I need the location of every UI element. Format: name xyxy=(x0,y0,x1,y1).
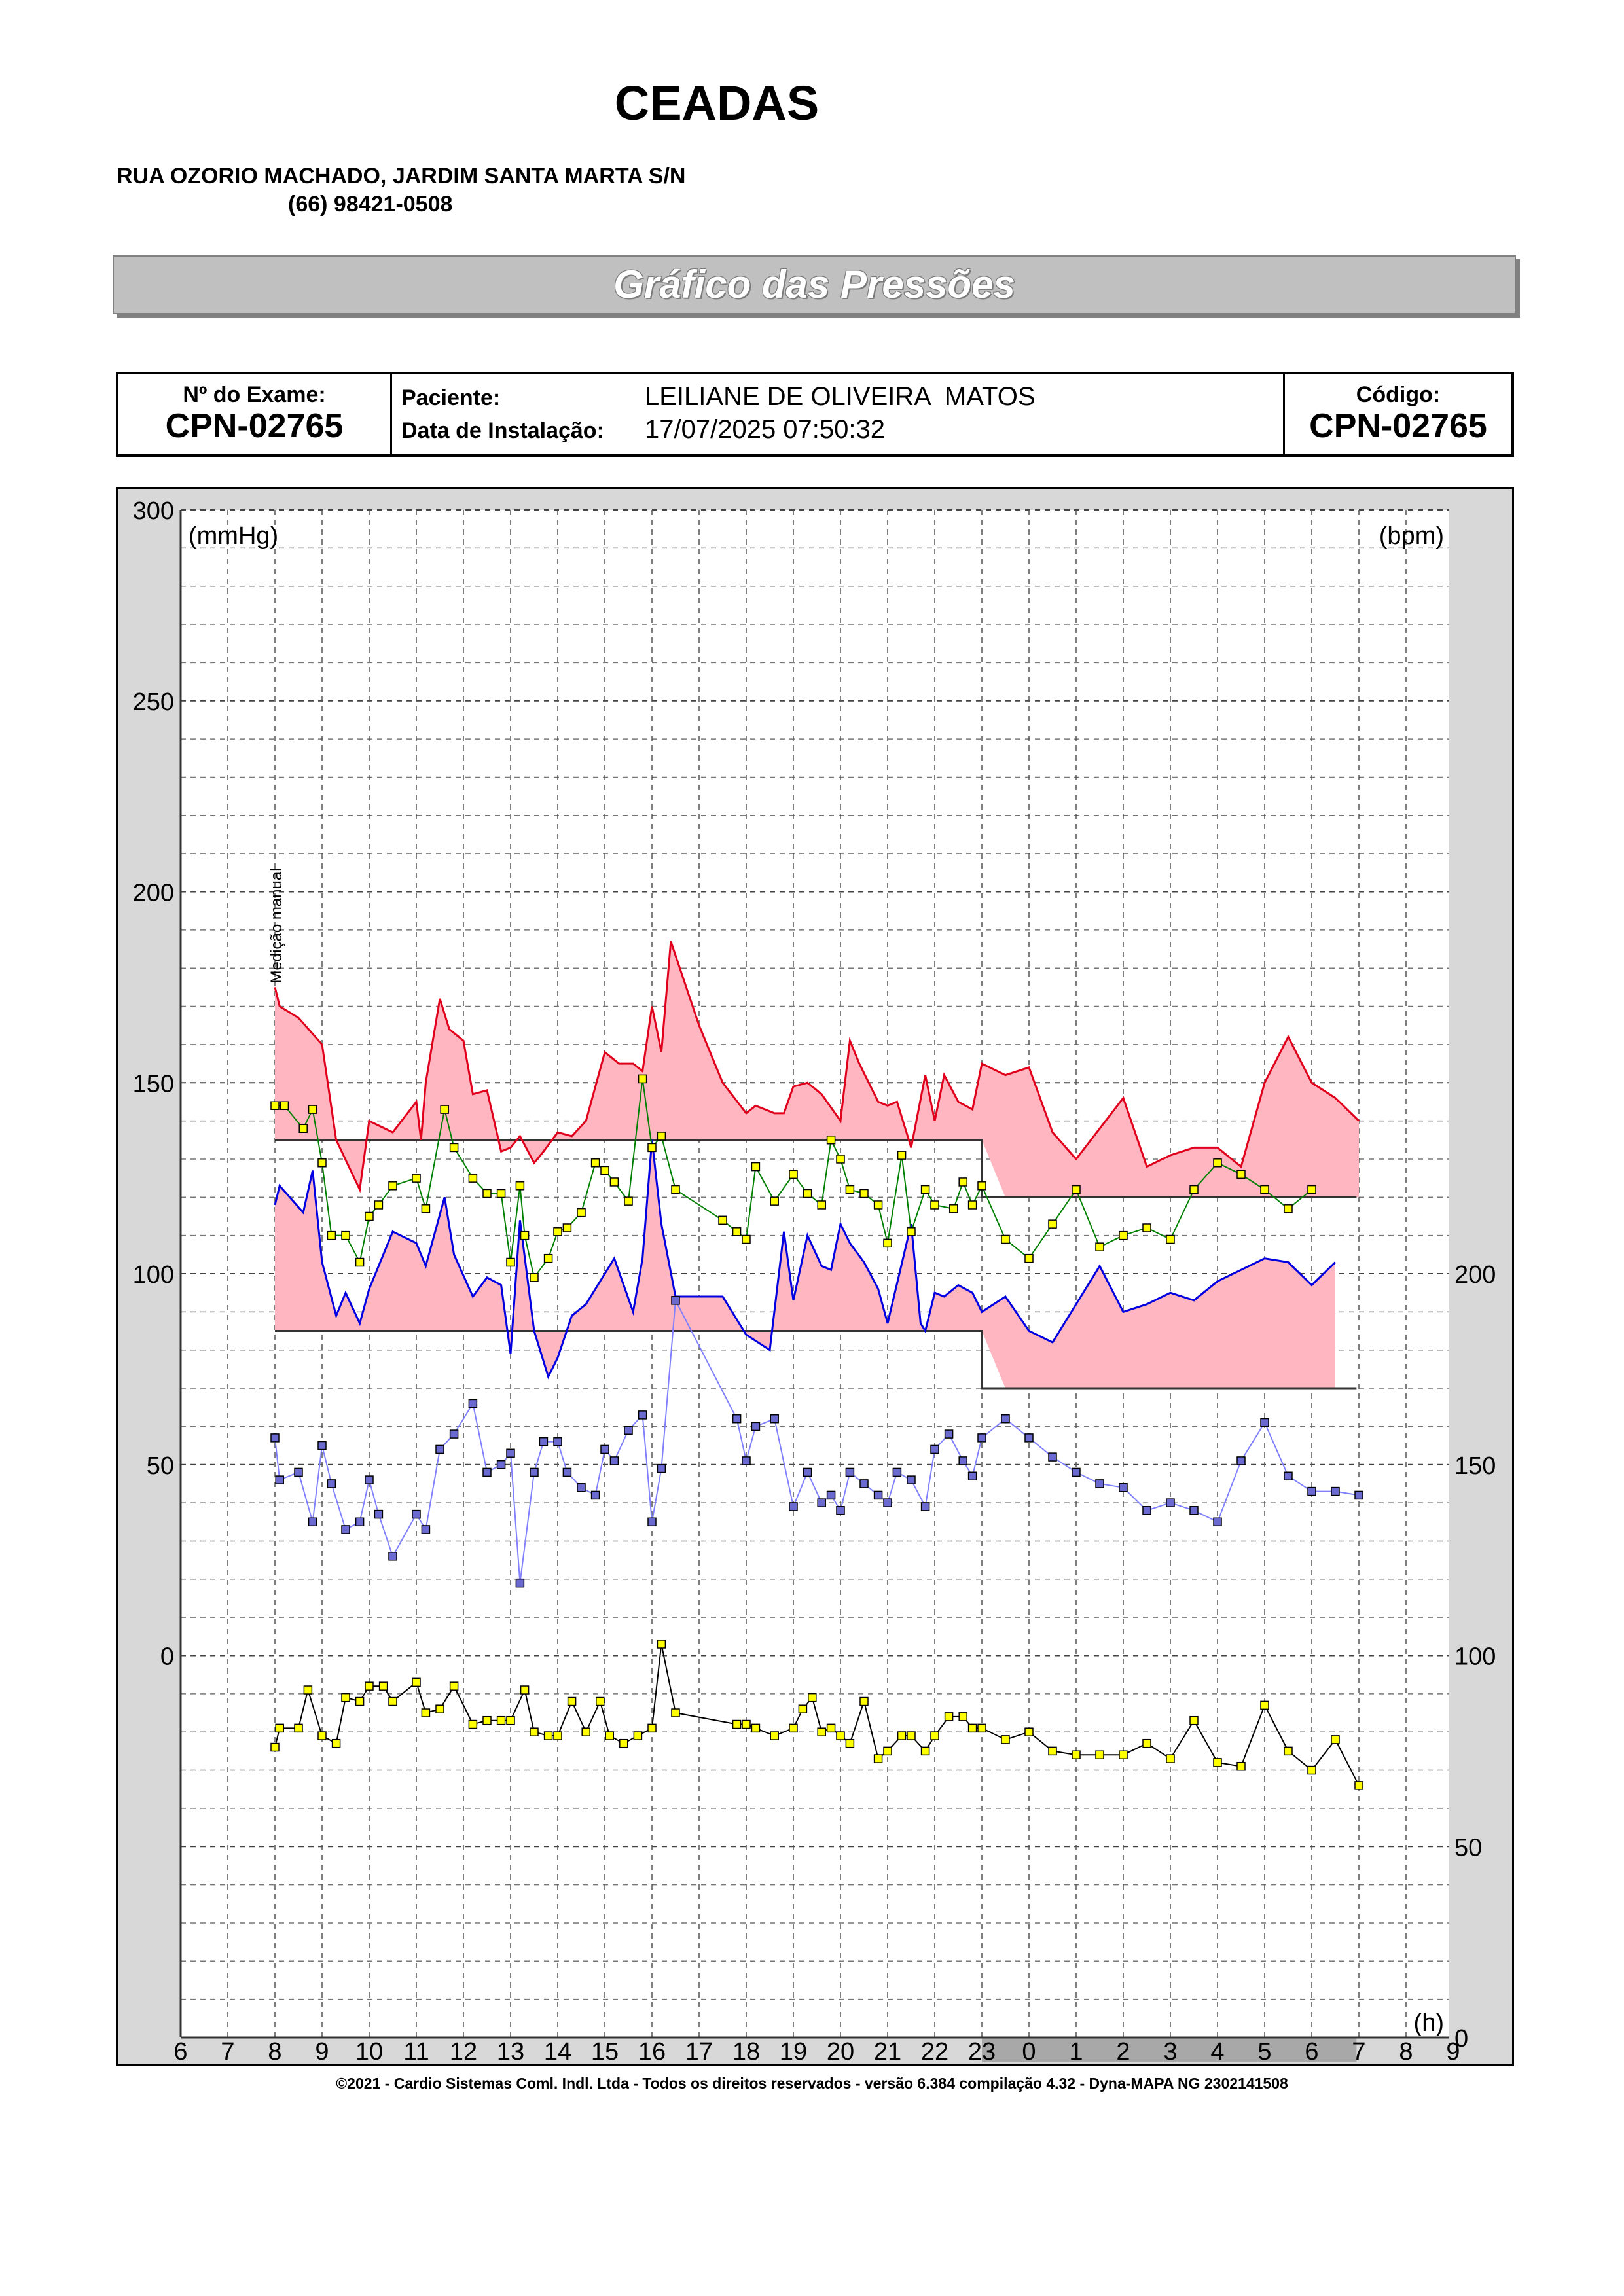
mean-point xyxy=(1049,1220,1056,1228)
report-banner xyxy=(113,255,1516,314)
heart-rate-point xyxy=(846,1740,854,1748)
mean-point xyxy=(770,1197,778,1205)
pulse-pressure-point xyxy=(276,1476,283,1484)
heart-rate-point xyxy=(808,1694,816,1702)
y-left-tick-label: 150 xyxy=(132,1070,174,1098)
heart-rate-point xyxy=(497,1717,505,1725)
heart-rate-point xyxy=(582,1728,590,1736)
heart-rate-point xyxy=(733,1721,741,1729)
pulse-pressure-point xyxy=(592,1491,600,1499)
x-tick-label: 13 xyxy=(496,2038,525,2064)
y-left-tick-label: 200 xyxy=(132,879,174,907)
x-tick-label: 1 xyxy=(1069,2038,1083,2064)
mean-point xyxy=(1072,1186,1080,1194)
mean-point xyxy=(884,1239,892,1247)
pulse-pressure-point xyxy=(875,1491,882,1499)
pulse-pressure-point xyxy=(483,1468,491,1476)
x-tick-label: 14 xyxy=(543,2038,572,2064)
mean-point xyxy=(280,1102,288,1109)
heart-rate-point xyxy=(605,1732,613,1740)
patient-cell xyxy=(392,374,1285,454)
heart-rate-point xyxy=(1308,1767,1316,1774)
mean-point xyxy=(898,1151,906,1159)
pulse-pressure-point xyxy=(931,1445,939,1453)
heart-rate-point xyxy=(620,1740,628,1748)
mean-point xyxy=(497,1189,505,1197)
pulse-pressure-point xyxy=(342,1526,350,1534)
heart-rate-point xyxy=(1355,1782,1363,1789)
mean-point xyxy=(530,1274,538,1282)
x-axis-label: (h) xyxy=(1413,2009,1444,2037)
pulse-pressure-point xyxy=(733,1415,741,1423)
mean-point xyxy=(342,1232,350,1240)
pulse-pressure-point xyxy=(804,1468,812,1476)
mean-point xyxy=(827,1136,835,1144)
mean-point xyxy=(818,1201,825,1209)
mean-point xyxy=(733,1228,741,1236)
pulse-pressure-point xyxy=(884,1499,892,1507)
pulse-pressure-point xyxy=(1308,1488,1316,1496)
heart-rate-point xyxy=(1190,1717,1198,1725)
pulse-pressure-point xyxy=(469,1399,477,1407)
heart-rate-point xyxy=(333,1740,340,1748)
heart-rate-point xyxy=(483,1717,491,1725)
heart-rate-point xyxy=(799,1705,806,1713)
x-tick-label: 16 xyxy=(638,2038,666,2064)
mean-point xyxy=(309,1105,317,1113)
heart-rate-point xyxy=(860,1698,868,1706)
mean-point xyxy=(389,1182,397,1190)
mean-point xyxy=(327,1232,335,1240)
mean-point xyxy=(1190,1186,1198,1194)
y-right-tick-label: 200 xyxy=(1454,1261,1496,1289)
heart-rate-point xyxy=(521,1686,529,1694)
x-tick-label: 11 xyxy=(403,2038,429,2064)
heart-rate-point xyxy=(884,1747,892,1755)
heart-rate-point xyxy=(827,1724,835,1732)
pulse-pressure-point xyxy=(907,1476,915,1484)
mean-point xyxy=(1096,1243,1104,1251)
mean-point xyxy=(950,1205,958,1213)
mean-point xyxy=(1214,1159,1221,1167)
y-right-tick-label: 100 xyxy=(1454,1643,1496,1671)
pulse-pressure-point xyxy=(922,1503,929,1511)
heart-rate-point xyxy=(898,1732,906,1740)
pulse-pressure-point xyxy=(846,1468,854,1476)
heart-rate-point xyxy=(545,1732,552,1740)
pulse-pressure-point xyxy=(1096,1480,1104,1488)
pulse-pressure-point xyxy=(1237,1457,1245,1465)
heart-rate-point xyxy=(422,1709,429,1717)
manual-measurement-annotation: Medição manual xyxy=(268,868,285,984)
mean-point xyxy=(860,1189,868,1197)
heart-rate-point xyxy=(1072,1751,1080,1759)
mean-point xyxy=(639,1075,647,1083)
mean-point xyxy=(657,1132,665,1140)
x-tick-label: 7 xyxy=(221,2038,235,2064)
pulse-pressure-point xyxy=(563,1468,571,1476)
banner-title: Gráfico das Pressões xyxy=(613,262,1015,306)
pulse-pressure-point xyxy=(516,1579,524,1587)
heart-rate-point xyxy=(969,1724,977,1732)
pulse-pressure-point xyxy=(837,1507,844,1515)
pulse-pressure-point xyxy=(969,1472,977,1480)
mean-point xyxy=(875,1201,882,1209)
pulse-pressure-point xyxy=(295,1468,302,1476)
pulse-pressure-point xyxy=(945,1430,953,1438)
mean-point xyxy=(318,1159,326,1167)
mean-point xyxy=(978,1182,986,1190)
y-right-tick-label: 50 xyxy=(1454,1834,1483,1862)
heart-rate-point xyxy=(648,1724,656,1732)
mean-point xyxy=(374,1201,382,1209)
mean-point xyxy=(469,1174,477,1182)
mean-point xyxy=(672,1186,679,1194)
pressure-chart xyxy=(118,489,1512,2064)
pulse-pressure-point xyxy=(309,1518,317,1526)
pulse-pressure-point xyxy=(374,1511,382,1518)
y-left-tick-label: 0 xyxy=(160,1643,174,1671)
mean-point xyxy=(1308,1186,1316,1194)
pulse-pressure-point xyxy=(436,1445,444,1453)
heart-rate-point xyxy=(1143,1740,1151,1748)
pulse-pressure-point xyxy=(978,1434,986,1442)
x-tick-label: 10 xyxy=(355,2038,384,2064)
mean-point xyxy=(483,1189,491,1197)
heart-rate-point xyxy=(507,1717,514,1725)
mean-point xyxy=(577,1209,585,1217)
exam-number: CPN-02765 xyxy=(165,407,344,445)
mean-point xyxy=(1119,1232,1127,1240)
copyright-footer: ©2021 - Cardio Sistemas Coml. Indl. Ltda - Todos os direitos reservados - versão 6.384 compilação 4.32 - Dyna-MAPA NG 2302141508 xyxy=(336,2075,1288,2092)
mean-point xyxy=(751,1163,759,1171)
heart-rate-point xyxy=(365,1682,373,1690)
patient-name: LEILIANE DE OLIVEIRA MATOS xyxy=(645,382,1036,411)
pulse-pressure-point xyxy=(1261,1419,1269,1427)
pulse-pressure-point xyxy=(1190,1507,1198,1515)
mean-point xyxy=(742,1235,750,1243)
heart-rate-point xyxy=(837,1732,844,1740)
heart-rate-point xyxy=(304,1686,312,1694)
mean-point xyxy=(521,1232,529,1240)
pulse-pressure-point xyxy=(770,1415,778,1423)
pulse-pressure-point xyxy=(648,1518,656,1526)
heart-rate-point xyxy=(1119,1751,1127,1759)
x-tick-label: 8 xyxy=(268,2038,282,2064)
heart-rate-point xyxy=(789,1724,797,1732)
heart-rate-point xyxy=(959,1713,967,1721)
heart-rate-point xyxy=(389,1698,397,1706)
pulse-pressure-point xyxy=(497,1461,505,1469)
pulse-pressure-point xyxy=(639,1411,647,1419)
pulse-pressure-point xyxy=(356,1518,364,1526)
mean-point xyxy=(837,1155,844,1163)
heart-rate-point xyxy=(276,1724,283,1732)
mean-point xyxy=(931,1201,939,1209)
mean-point xyxy=(969,1201,977,1209)
pulse-pressure-point xyxy=(530,1468,538,1476)
pulse-pressure-point xyxy=(893,1468,901,1476)
mean-point xyxy=(1025,1255,1033,1263)
y-left-tick-label: 50 xyxy=(146,1452,174,1480)
x-tick-label: 19 xyxy=(779,2038,808,2064)
heart-rate-point xyxy=(1049,1747,1056,1755)
pulse-pressure-point xyxy=(327,1480,335,1488)
heart-rate-point xyxy=(1261,1701,1269,1709)
heart-rate-point xyxy=(1096,1751,1104,1759)
mean-point xyxy=(365,1212,373,1220)
mean-point xyxy=(1284,1205,1292,1213)
heart-rate-point xyxy=(342,1694,350,1702)
pulse-pressure-point xyxy=(1214,1518,1221,1526)
x-tick-label: 12 xyxy=(449,2038,478,2064)
pressure-chart-frame xyxy=(116,487,1514,2066)
pulse-pressure-point xyxy=(1284,1472,1292,1480)
y-left-tick-label: 300 xyxy=(132,497,174,525)
x-tick-label: 5 xyxy=(1257,2038,1272,2064)
pulse-pressure-point xyxy=(1119,1484,1127,1492)
heart-rate-point xyxy=(751,1724,759,1732)
pulse-pressure-point xyxy=(624,1426,632,1434)
heart-rate-point xyxy=(945,1713,953,1721)
pulse-pressure-point xyxy=(389,1552,397,1560)
heart-rate-point xyxy=(1237,1763,1245,1770)
pulse-pressure-point xyxy=(610,1457,618,1465)
heart-rate-point xyxy=(554,1732,562,1740)
code-cell xyxy=(1285,374,1511,454)
clinic-address: RUA OZORIO MACHADO, JARDIM SANTA MARTA S/N xyxy=(117,164,686,188)
mean-point xyxy=(441,1105,448,1113)
exam-number-label: Nº do Exame: xyxy=(183,382,326,407)
mean-point xyxy=(907,1228,915,1236)
heart-rate-point xyxy=(1284,1747,1292,1755)
mean-point xyxy=(648,1143,656,1151)
pulse-pressure-point xyxy=(601,1445,609,1453)
x-tick-label: 8 xyxy=(1399,2038,1413,2064)
heart-rate-point xyxy=(1001,1736,1009,1744)
pulse-pressure-point xyxy=(1166,1499,1174,1507)
heart-rate-point xyxy=(596,1698,604,1706)
x-tick-label: 7 xyxy=(1352,2038,1366,2064)
pulse-pressure-point xyxy=(860,1480,868,1488)
heart-rate-point xyxy=(530,1728,538,1736)
mean-point xyxy=(545,1255,552,1263)
pulse-pressure-point xyxy=(507,1449,514,1457)
pulse-pressure-point xyxy=(1025,1434,1033,1442)
heart-rate-point xyxy=(742,1721,750,1729)
mean-point xyxy=(592,1159,600,1167)
heart-rate-point xyxy=(356,1698,364,1706)
mean-point xyxy=(356,1258,364,1266)
pulse-pressure-point xyxy=(1331,1488,1339,1496)
x-tick-label: 9 xyxy=(1446,2038,1460,2064)
heart-rate-point xyxy=(1166,1755,1174,1763)
y-left-tick-label: 250 xyxy=(132,688,174,716)
y-right-tick-label: 150 xyxy=(1454,1452,1496,1480)
heart-rate-point xyxy=(436,1705,444,1713)
mean-point xyxy=(1143,1224,1151,1232)
x-tick-label: 23 xyxy=(967,2038,996,2064)
mean-point xyxy=(610,1178,618,1186)
exam-number-cell xyxy=(118,374,392,454)
mean-point xyxy=(922,1186,929,1194)
mean-point xyxy=(563,1224,571,1232)
pulse-pressure-point xyxy=(271,1434,279,1442)
x-tick-label: 20 xyxy=(826,2038,855,2064)
heart-rate-point xyxy=(922,1747,929,1755)
mean-point xyxy=(959,1178,967,1186)
mean-point xyxy=(1261,1186,1269,1194)
mean-point xyxy=(412,1174,420,1182)
x-tick-label: 22 xyxy=(920,2038,949,2064)
x-tick-label: 2 xyxy=(1116,2038,1130,2064)
heart-rate-point xyxy=(450,1682,458,1690)
heart-rate-point xyxy=(875,1755,882,1763)
pulse-pressure-point xyxy=(827,1491,835,1499)
y-left-tick-label: 100 xyxy=(132,1261,174,1289)
heart-rate-point xyxy=(568,1698,576,1706)
code-value: CPN-02765 xyxy=(1309,407,1487,445)
pulse-pressure-point xyxy=(1143,1507,1151,1515)
exam-info-box xyxy=(116,372,1514,457)
x-tick-label: 6 xyxy=(1305,2038,1319,2064)
mean-point xyxy=(554,1228,562,1236)
heart-rate-point xyxy=(1025,1728,1033,1736)
mean-point xyxy=(846,1186,854,1194)
mean-point xyxy=(271,1102,279,1109)
heart-rate-point xyxy=(907,1732,915,1740)
pulse-pressure-point xyxy=(577,1484,585,1492)
x-tick-label: 4 xyxy=(1210,2038,1225,2064)
heart-rate-point xyxy=(271,1744,279,1751)
pulse-pressure-point xyxy=(412,1511,420,1518)
code-label: Código: xyxy=(1356,382,1441,407)
x-tick-label: 9 xyxy=(315,2038,329,2064)
clinic-phone: (66) 98421-0508 xyxy=(288,192,453,217)
pulse-pressure-point xyxy=(1355,1491,1363,1499)
heart-rate-point xyxy=(318,1732,326,1740)
heart-rate-point xyxy=(931,1732,939,1740)
heart-rate-point xyxy=(978,1724,986,1732)
heart-rate-point xyxy=(634,1732,641,1740)
pulse-pressure-point xyxy=(539,1438,547,1446)
pulse-pressure-point xyxy=(1049,1453,1056,1461)
heart-rate-point xyxy=(1214,1759,1221,1767)
mean-point xyxy=(1166,1235,1174,1243)
y-right-axis-label: (bpm) xyxy=(1379,522,1444,550)
pulse-pressure-point xyxy=(1001,1415,1009,1423)
mean-point xyxy=(601,1166,609,1174)
heart-rate-point xyxy=(469,1721,477,1729)
mean-point xyxy=(1001,1235,1009,1243)
pulse-pressure-point xyxy=(554,1438,562,1446)
pulse-pressure-point xyxy=(789,1503,797,1511)
mean-point xyxy=(450,1143,458,1151)
heart-rate-point xyxy=(1331,1736,1339,1744)
heart-rate-point xyxy=(380,1682,388,1690)
heart-rate-point xyxy=(672,1709,679,1717)
heart-rate-point xyxy=(818,1728,825,1736)
x-tick-label: 17 xyxy=(685,2038,713,2064)
heart-rate-point xyxy=(412,1678,420,1686)
x-tick-label: 3 xyxy=(1163,2038,1178,2064)
mean-point xyxy=(789,1170,797,1178)
x-tick-label: 15 xyxy=(590,2038,619,2064)
patient-label: Paciente: xyxy=(401,386,501,410)
pulse-pressure-point xyxy=(450,1430,458,1438)
x-tick-label: 6 xyxy=(173,2038,188,2064)
x-tick-label: 21 xyxy=(873,2038,902,2064)
clinic-name: CEADAS xyxy=(614,76,820,130)
pulse-pressure-point xyxy=(1072,1468,1080,1476)
pulse-pressure-point xyxy=(365,1476,373,1484)
pulse-pressure-point xyxy=(318,1442,326,1450)
mean-point xyxy=(804,1189,812,1197)
mean-point xyxy=(516,1182,524,1190)
install-date-label: Data de Instalação: xyxy=(401,418,604,443)
x-tick-label: 0 xyxy=(1022,2038,1036,2064)
x-tick-label: 18 xyxy=(732,2038,761,2064)
y-right-tick-label: 0 xyxy=(1454,2025,1469,2053)
pulse-pressure-point xyxy=(751,1422,759,1430)
pulse-pressure-point xyxy=(959,1457,967,1465)
mean-point xyxy=(422,1205,429,1213)
heart-rate-point xyxy=(295,1724,302,1732)
mean-point xyxy=(507,1258,514,1266)
heart-rate-point xyxy=(657,1640,665,1648)
mean-point xyxy=(719,1216,727,1224)
pulse-pressure-point xyxy=(422,1526,429,1534)
mean-point xyxy=(624,1197,632,1205)
heart-rate-point xyxy=(770,1732,778,1740)
pulse-pressure-point xyxy=(672,1297,679,1304)
pulse-pressure-point xyxy=(657,1465,665,1473)
pulse-pressure-point xyxy=(818,1499,825,1507)
pulse-pressure-point xyxy=(742,1457,750,1465)
y-left-axis-label: (mmHg) xyxy=(189,522,279,550)
mean-point xyxy=(1237,1170,1245,1178)
install-date: 17/07/2025 07:50:32 xyxy=(645,415,886,444)
mean-point xyxy=(299,1124,307,1132)
